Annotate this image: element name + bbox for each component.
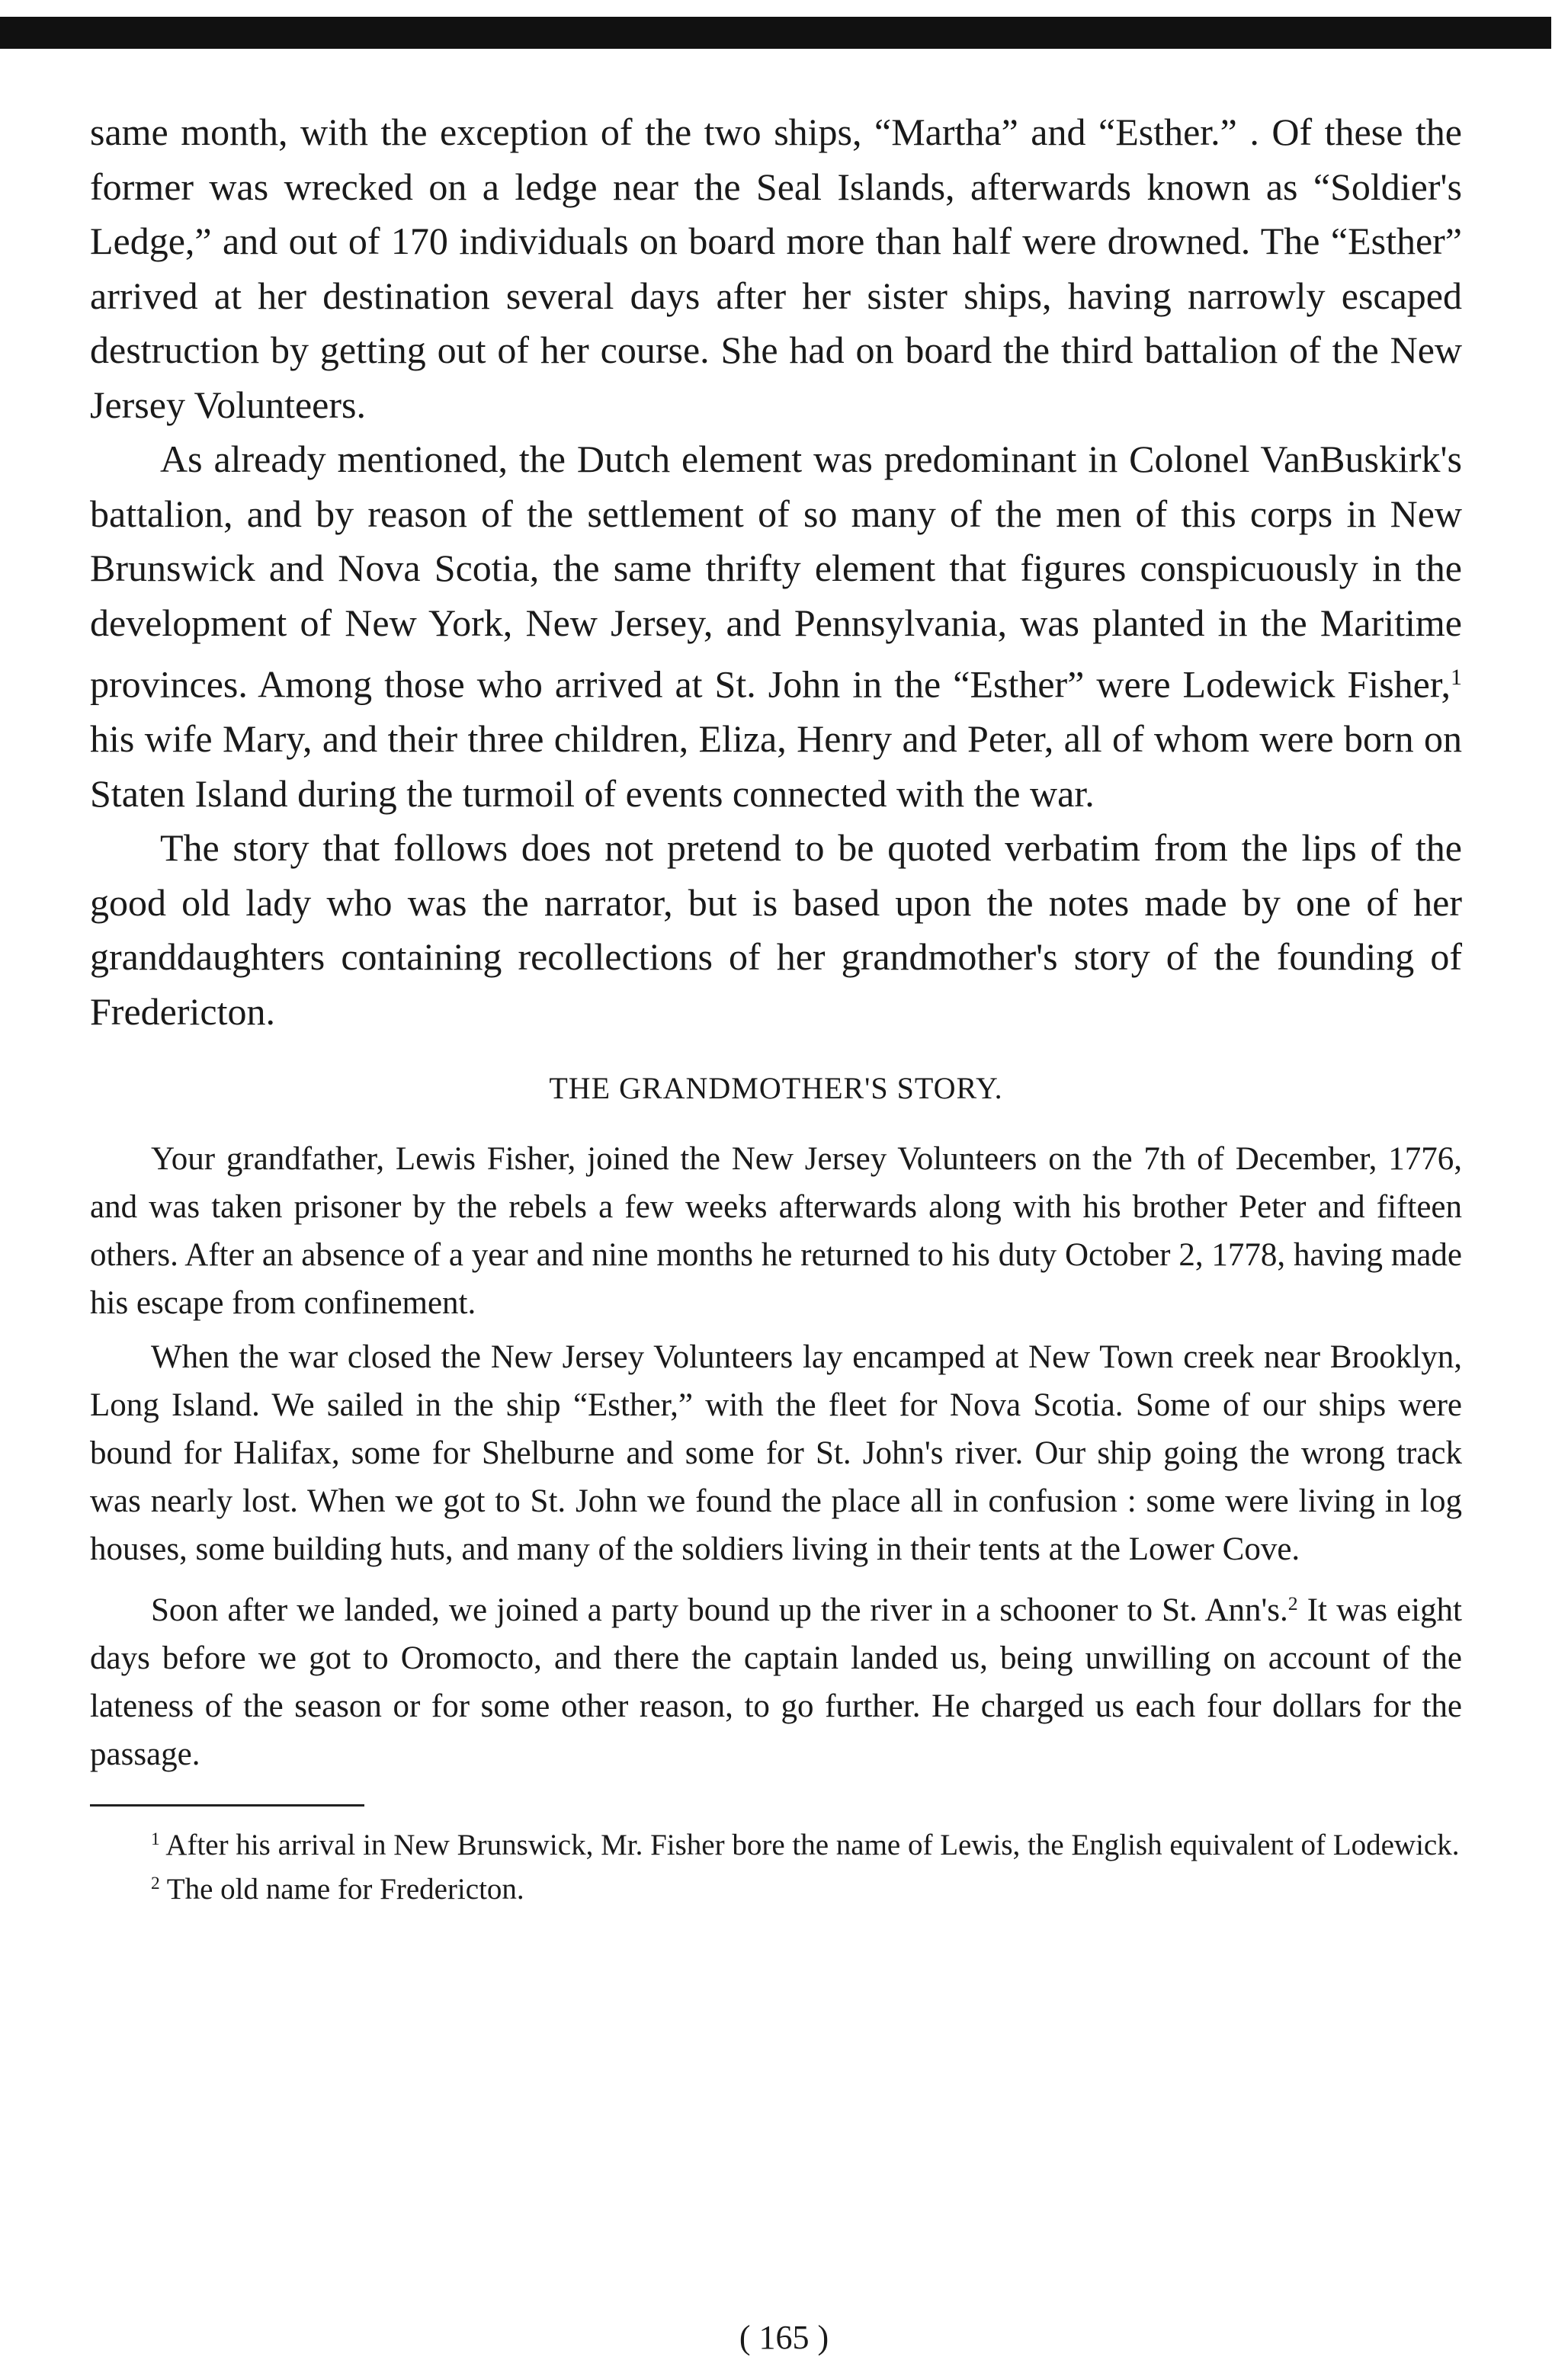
- page-content: [90, 105, 1462, 1909]
- body-paragraph-3-text: The story that follows does not pretend to be quoted verbatim from the lips of the good old lady who was the narrator, but is based upon the notes made by one of her granddaughters containing recollections of her grandmother's story of the founding of Fredericton.: [90, 826, 1462, 1033]
- footnote-2: [90, 1864, 1462, 1909]
- footnote-2-mark: 2: [151, 1874, 160, 1894]
- footnote-divider: [90, 1804, 364, 1807]
- story-paragraph-1-text: Your grandfather, Lewis Fisher, joined the New Jersey Volunteers on the 7th of December, 1776, and was taken prisoner by the rebels a few weeks afterwards along with his brother Peter and fifteen others. After an absence of a year and nine months he returned to his duty October 2, 1778, having made his escape from confinement.: [90, 1141, 1462, 1321]
- story-paragraph-3-text-b: It was eight days before we got to Oromocto, and there the captain landed us, being unwilling on account of the lateness of the season or for some other reason, to go further. He charged us each four dollars for the passage.: [90, 1592, 1462, 1773]
- story-paragraph-2: [90, 1333, 1462, 1573]
- story-paragraph-2-text: When the war closed the New Jersey Volunteers lay encamped at New Town creek near Brooklyn, Long Island. We sailed in the ship “Esther,” with the fleet for Nova Scotia. Some of our ships were bound for Halifax, some for Shelburne and some for St. John's river. Our ship going the wrong track was nearly lost. When we got to St. John we found the place all in confusion : some were living in log houses, some building huts, and many of the soldiers living in their tents at the Lower Cove.: [90, 1339, 1462, 1567]
- page-number: ( 165 ): [739, 2319, 829, 2356]
- footnote-ref-1: 1: [1451, 665, 1462, 690]
- footnote-1-text: After his arrival in New Brunswick, Mr. Fisher bore the name of Lewis, the English equivalent of Lodewick.: [159, 1829, 1460, 1862]
- story-paragraph-3-text-a: Soon after we landed, we joined a party bound up the river in a schooner to St. Ann's.: [151, 1592, 1288, 1629]
- body-paragraph-1-text: same month, with the exception of the two ships, “Martha” and “Esther.” . Of these the former was wrecked on a ledge near the Seal Islands, afterwards known as “Soldier's Ledge,” and out of 170 individuals on board more than half were drowned. The “Esther” arrived at her destination several days after her sister ships, having narrowly escaped destruction by getting out of her course. She had on board the third battalion of the New Jersey Volunteers.: [90, 111, 1462, 426]
- story-paragraph-3: [90, 1579, 1462, 1778]
- body-paragraph-2: [90, 432, 1462, 821]
- footnote-ref-2: 2: [1287, 1592, 1298, 1614]
- footnote-2-text: The old name for Fredericton.: [159, 1872, 524, 1906]
- top-border-rule: [0, 17, 1551, 49]
- body-paragraph-3: [90, 821, 1462, 1039]
- story-paragraph-1: [90, 1135, 1462, 1327]
- footnote-1: [90, 1820, 1462, 1864]
- body-paragraph-2-text-a: As already mentioned, the Dutch element was predominant in Colonel VanBuskirk's battalion, and by reason of the settlement of so many of the men of this corps in New Brunswick and Nova Scotia, the same thrifty element that figures conspicuously in the development of New York, New Jersey, and Pennsylvania, was planted in the Maritime provinces. Among those who arrived at St. John in the “Esther” were Lodewick Fisher,: [90, 438, 1462, 706]
- body-paragraph-1: [90, 105, 1462, 432]
- section-heading: THE GRANDMOTHER'S STORY.: [549, 1071, 1003, 1105]
- footnote-1-mark: 1: [151, 1829, 160, 1850]
- body-paragraph-2-text-b: his wife Mary, and their three children, Eliza, Henry and Peter, all of whom were born on Staten Island during the turmoil of events connected with the war.: [90, 717, 1462, 815]
